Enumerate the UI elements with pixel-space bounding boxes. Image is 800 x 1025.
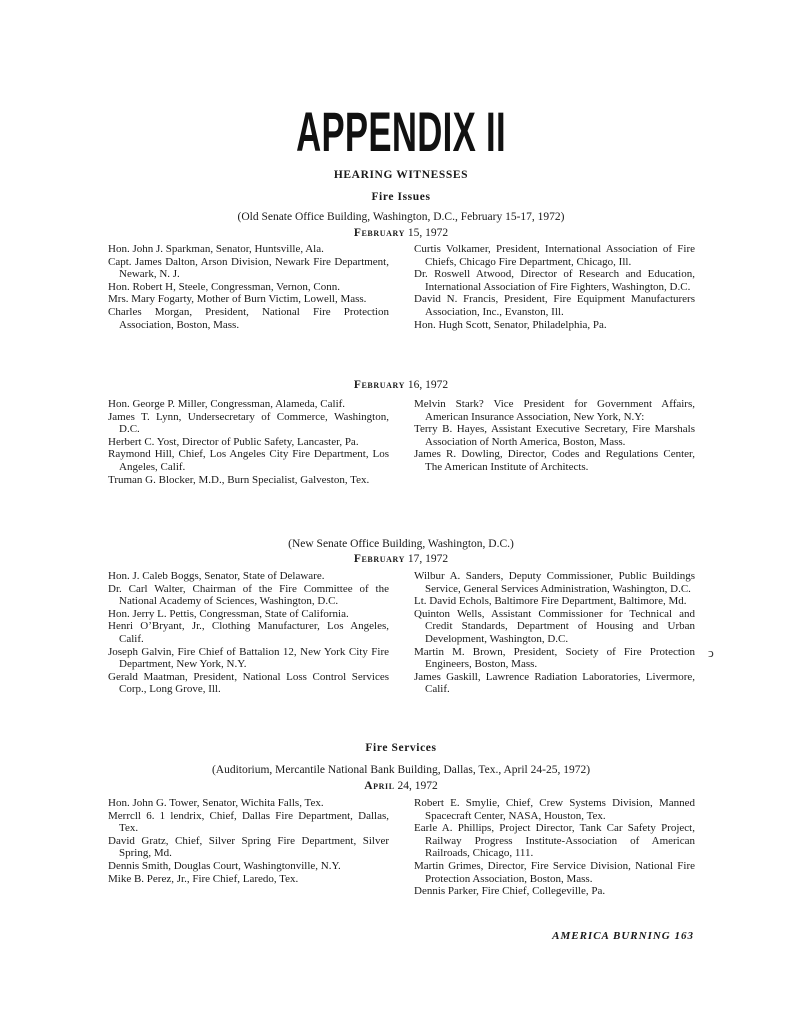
section-location: (Auditorium, Mercantile National Bank Building, Dallas, Tex., April 24-25, 1972) — [211, 764, 591, 776]
section-heading: Fire Services — [365, 742, 437, 754]
witness-entry: Capt. James Dalton, Arson Division, Newark Fire Department, Newark, N. J. — [108, 255, 389, 281]
witness-entry: Charles Morgan, President, National Fire Protection Association, Boston, Mass. — [108, 305, 389, 331]
witness-entry: Terry B. Hayes, Assistant Executive Secretary, Fire Marshals Association of North America, Boston, Mass. — [414, 423, 695, 448]
witness-column-right — [414, 398, 695, 474]
witness-entry: Hon. John G. Tower, Senator, Wichita Falls, Tex. — [108, 797, 324, 809]
date-month: February — [353, 227, 405, 239]
witness-entry: Hon. J. Caleb Boggs, Senator, State of Delaware. — [108, 570, 325, 582]
witness-entry: Hon. Robert H, Steele, Congressman, Vernon, Conn. — [108, 280, 340, 293]
date-heading — [108, 779, 694, 793]
witness-entry: Dennis Parker, Fire Chief, Collegeville, Pa. — [414, 885, 606, 898]
date-day: 17, 1972 — [407, 553, 449, 565]
date-heading — [108, 552, 694, 566]
witness-entry: Martin Grimes, Director, Fire Service Division, National Fire Protection Association, Boston, Mass. — [414, 859, 695, 885]
witness-entry: Curtis Volkamer, President, International Association of Fire Chiefs, Chicago Fire Department, Chicago, Ill. — [414, 243, 695, 268]
date-heading — [108, 226, 694, 240]
witness-entry: James T. Lynn, Undersecretary of Commerce, Washington, D.C. — [108, 410, 389, 436]
witness-entry: James Gaskill, Lawrence Radiation Laboratories, Livermore, Calif. — [414, 670, 695, 696]
date-month: February — [353, 379, 405, 391]
subtitle: HEARING WITNESSES — [333, 169, 469, 181]
witness-entry: Hon. George P. Miller, Congressman, Alameda, Calif. — [108, 398, 346, 410]
witness-entry: Earle A. Phillips, Project Director, Tank Car Safety Project, Railway Progress Institute-Association of American Railroads, Chicago, 111. — [414, 822, 695, 860]
witness-entry: James R. Dowling, Director, Codes and Regulations Center, The American Institute of Architects. — [414, 448, 695, 473]
witness-entry: Robert E. Smylie, Chief, Crew Systems Division, Manned Spacecraft Center, NASA, Houston, Tex. — [414, 797, 695, 822]
witness-column-left — [108, 243, 389, 331]
witness-entry: Dr. Carl Walter, Chairman of the Fire Committee of the National Academy of Sciences, Washington, D.C. — [108, 582, 389, 608]
witness-column-left — [108, 570, 389, 696]
witness-entry: Mike B. Perez, Jr., Fire Chief, Laredo, Tex. — [108, 872, 299, 885]
witness-entry: Henri O’Bryant, Jr., Clothing Manufacturer, Los Angeles, Calif. — [108, 620, 389, 645]
witness-entry: Dennis Smith, Douglas Court, Washingtonville, N.Y. — [108, 859, 341, 872]
witness-column-right — [414, 570, 695, 696]
witness-entry: Truman G. Blocker, M.D., Burn Specialist, Galveston, Tex. — [108, 473, 370, 486]
witness-entry: Dr. Roswell Atwood, Director of Research and Education, International Association of Fire Fighters, Washington, D.C. — [414, 268, 695, 293]
page-title: APPENDIX II — [296, 100, 506, 163]
witness-column-left — [108, 398, 389, 486]
witness-entry: Mrs. Mary Fogarty, Mother of Burn Victim, Lowell, Mass. — [108, 293, 367, 306]
witness-entry: Hon. John J. Sparkman, Senator, Huntsville, Ala. — [108, 243, 324, 255]
witness-column-left — [108, 797, 389, 885]
witness-entry: David Gratz, Chief, Silver Spring Fire Department, Silver Spring, Md. — [108, 834, 389, 860]
date-day: 24, 1972 — [397, 780, 438, 792]
witness-entry: David N. Francis, President, Fire Equipment Manufacturers Association, Inc., Evanston, Ill. — [414, 293, 695, 318]
witness-entry: Joseph Galvin, Fire Chief of Battalion 12, New York City Fire Department, New York, N.Y. — [108, 645, 389, 671]
witness-entry: Hon. Jerry L. Pettis, Congressman, State of California. — [108, 607, 349, 620]
date-day: 16, 1972 — [407, 379, 449, 391]
witness-entry: Melvin Stark? Vice President for Government Affairs, American Insurance Association, New York, N.Y: — [414, 398, 695, 423]
margin-mark: ↄ — [708, 645, 714, 660]
witness-entry: Quinton Wells, Assistant Commissioner for Technical and Credit Standards, Department of Housing and Urban Development, Washington, D.C. — [414, 607, 695, 645]
witness-entry: Raymond Hill, Chief, Los Angeles City Fire Department, Los Angeles, Calif. — [108, 448, 389, 473]
date-heading — [108, 378, 694, 392]
section-location: (New Senate Office Building, Washington, D.C.) — [288, 538, 514, 550]
page-footer: AMERICA BURNING 163 — [552, 930, 694, 942]
witness-entry: Lt. David Echols, Baltimore Fire Department, Baltimore, Md. — [414, 595, 687, 608]
date-day: 15, 1972 — [407, 227, 449, 239]
date-month: April — [364, 780, 395, 792]
witness-entry: Hon. Hugh Scott, Senator, Philadelphia, Pa. — [414, 318, 607, 331]
section-heading: Fire Issues — [371, 191, 431, 203]
witness-entry: Herbert C. Yost, Director of Public Safety, Lancaster, Pa. — [108, 435, 359, 448]
witness-entry: Wilbur A. Sanders, Deputy Commissioner, Public Buildings Service, General Services Administration, Washington, D.C. — [414, 570, 695, 595]
witness-entry: Gerald Maatman, President, National Loss Control Services Corp., Long Grove, Ill. — [108, 670, 389, 696]
witness-entry: Merrcll 6. 1 lendrix, Chief, Dallas Fire Department, Dallas, Tex. — [108, 809, 389, 835]
witness-column-right — [414, 797, 695, 898]
date-month: February — [353, 553, 405, 565]
witness-column-right — [414, 243, 695, 331]
section-location: (Old Senate Office Building, Washington, D.C., February 15-17, 1972) — [237, 211, 565, 223]
witness-entry: Martin M. Brown, President, Society of Fire Protection Engineers, Boston, Mass. — [414, 645, 695, 671]
